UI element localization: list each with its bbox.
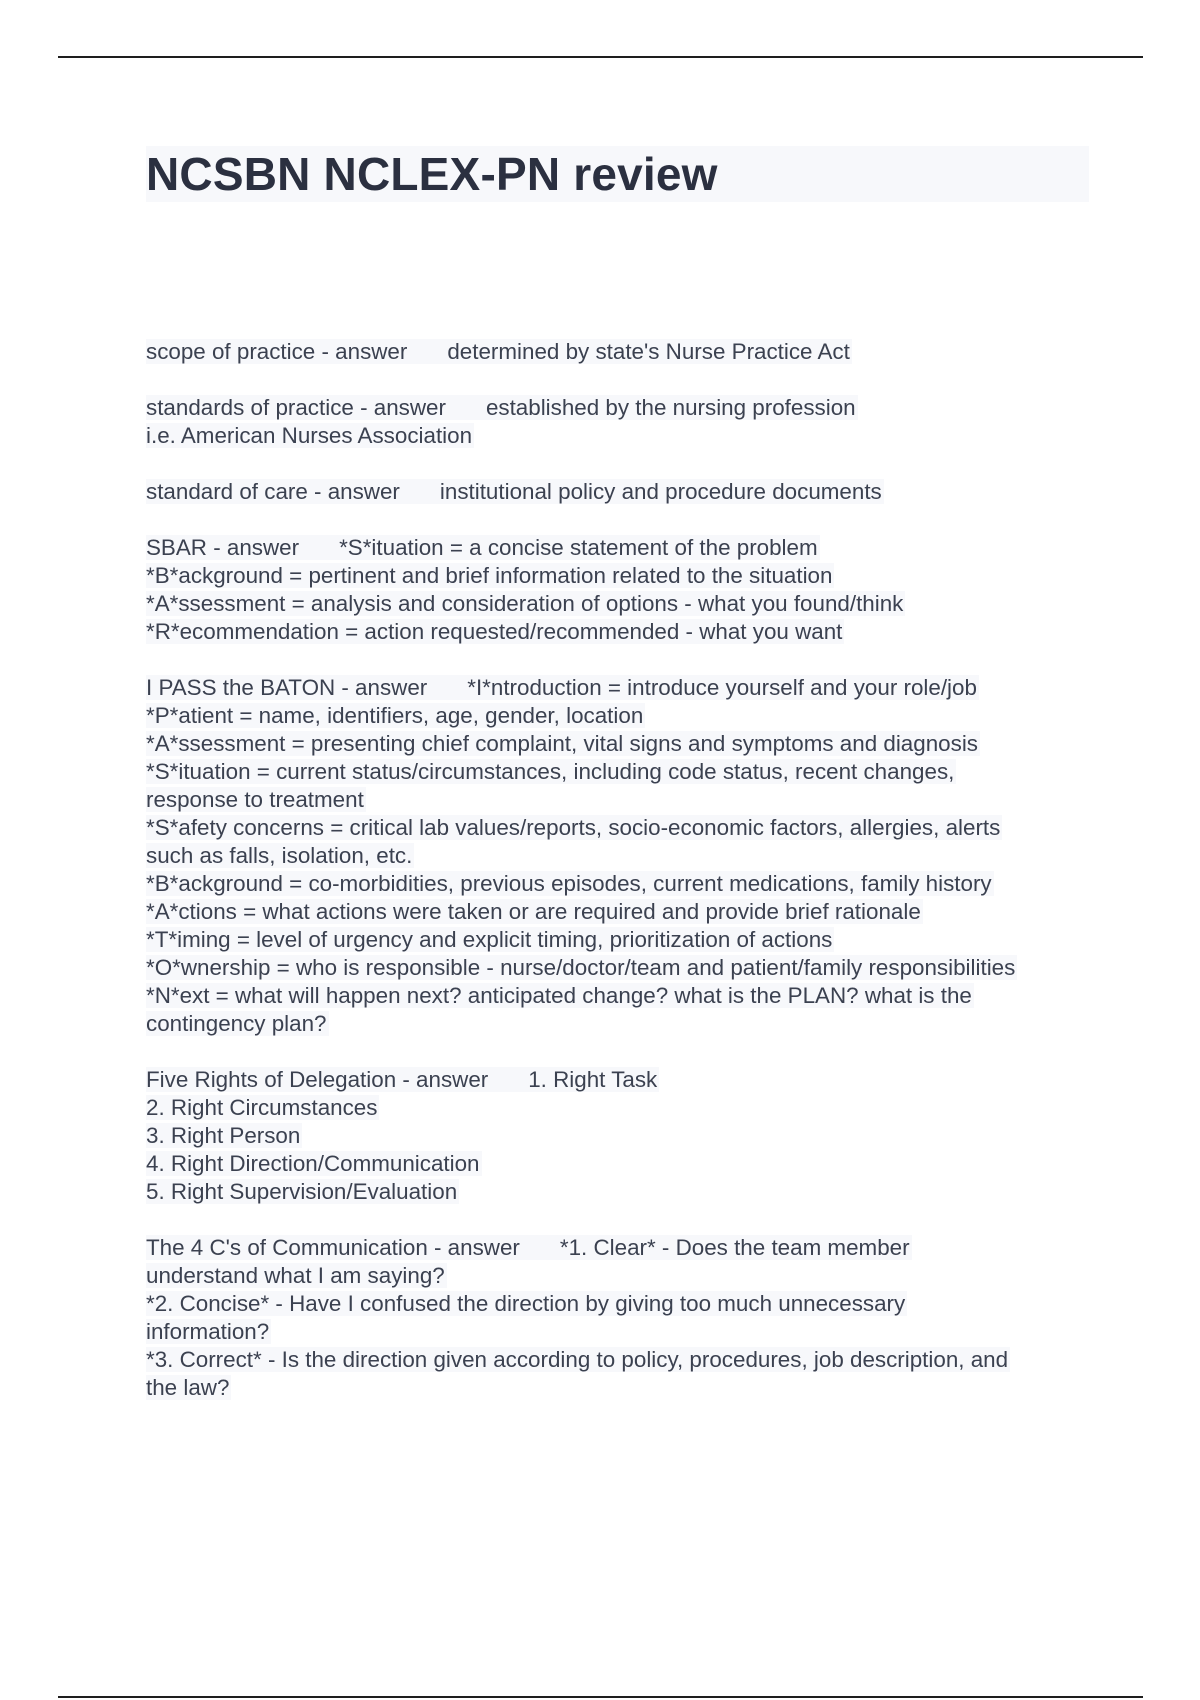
entry-answer-line: *O*wnership = who is responsible - nurse/doctor/team and patient/family responsibilities (146, 955, 1016, 980)
entry-line (146, 1150, 1106, 1178)
entry-answer-line: *N*ext = what will happen next? anticipated change? what is the PLAN? what is the (146, 983, 972, 1008)
entry-line (146, 1318, 1106, 1346)
entry-answer-line: understand what I am saying? (146, 1263, 445, 1288)
entry-first-line (146, 338, 1106, 366)
entry-line (146, 814, 1106, 842)
entry-line (146, 1178, 1106, 1206)
entry-first-line (146, 394, 1106, 422)
title-block (146, 146, 1089, 202)
entry-answer-line: *R*ecommendation = action requested/recommended - what you want (146, 619, 843, 644)
flashcard-entry-five-rights-of-delegation (146, 1066, 1106, 1206)
entry-answer-line: determined by state's Nurse Practice Act (447, 339, 850, 364)
entry-answer-line: response to treatment (146, 787, 364, 812)
entry-line (146, 954, 1106, 982)
entry-term: Five Rights of Delegation - answer (146, 1067, 489, 1092)
entry-first-line (146, 674, 1106, 702)
entry-answer-line: 2. Right Circumstances (146, 1095, 378, 1120)
flashcard-entry-4-cs-of-communication (146, 1234, 1106, 1402)
entry-answer-line: *B*ackground = pertinent and brief information related to the situation (146, 563, 833, 588)
entry-answer-line: *3. Correct* - Is the direction given according to policy, procedures, job description, and (146, 1347, 1009, 1372)
flashcard-entry-scope-of-practice (146, 338, 1106, 366)
entry-term: The 4 C's of Communication - answer (146, 1235, 520, 1260)
entry-answer-line: *P*atient = name, identifiers, age, gender, location (146, 703, 644, 728)
flashcard-entry-standards-of-practice (146, 394, 1106, 450)
top-rule (58, 56, 1143, 58)
entry-line (146, 618, 1106, 646)
entry-answer-line: *S*afety concerns = critical lab values/reports, socio-economic factors, allergies, alerts (146, 815, 1001, 840)
entry-answer-line: contingency plan? (146, 1011, 327, 1036)
entry-line (146, 926, 1106, 954)
entry-line (146, 1262, 1106, 1290)
entry-line (146, 422, 1106, 450)
entry-answer-line: *2. Concise* - Have I confused the direction by giving too much unnecessary (146, 1291, 906, 1316)
entry-answer-line: 3. Right Person (146, 1123, 301, 1148)
entry-line (146, 1094, 1106, 1122)
entry-answer-line: 1. Right Task (528, 1067, 658, 1092)
entry-answer-line: *S*ituation = current status/circumstances, including code status, recent changes, (146, 759, 955, 784)
entry-line (146, 1290, 1106, 1318)
entry-answer-line: *T*iming = level of urgency and explicit timing, prioritization of actions (146, 927, 833, 952)
entry-line (146, 590, 1106, 618)
entry-line (146, 1374, 1106, 1402)
entry-first-line (146, 1066, 1106, 1094)
entry-line (146, 730, 1106, 758)
entry-line (146, 898, 1106, 926)
entry-answer-line: *A*ctions = what actions were taken or are required and provide brief rationale (146, 899, 921, 924)
entry-first-line (146, 534, 1106, 562)
entry-term: I PASS the BATON - answer (146, 675, 428, 700)
entry-answer-line: *1. Clear* - Does the team member (559, 1235, 910, 1260)
entry-answer-line: *A*ssessment = presenting chief complaint, vital signs and symptoms and diagnosis (146, 731, 978, 756)
flashcard-entry-sbar (146, 534, 1106, 646)
entry-term: SBAR - answer (146, 535, 300, 560)
flashcard-entry-i-pass-the-baton (146, 674, 1106, 1038)
flashcard-list (146, 338, 1106, 1430)
entry-first-line (146, 1234, 1106, 1262)
entry-answer-line: *B*ackground = co-morbidities, previous episodes, current medications, family history (146, 871, 992, 896)
entry-answer-line: *I*ntroduction = introduce yourself and your role/job (467, 675, 977, 700)
entry-line (146, 1346, 1106, 1374)
entry-answer-line: *A*ssessment = analysis and consideration of options - what you found/think (146, 591, 904, 616)
entry-line (146, 1122, 1106, 1150)
bottom-rule (58, 1696, 1143, 1698)
entry-answer-line: the law? (146, 1375, 230, 1400)
entry-line (146, 562, 1106, 590)
entry-answer-line: 5. Right Supervision/Evaluation (146, 1179, 458, 1204)
entry-answer-line: information? (146, 1319, 270, 1344)
entry-line (146, 1010, 1106, 1038)
entry-term: standards of practice - answer (146, 395, 446, 420)
entry-answer-line: institutional policy and procedure documents (439, 479, 882, 504)
entry-answer-line: such as falls, isolation, etc. (146, 843, 413, 868)
entry-line (146, 842, 1106, 870)
entry-line (146, 758, 1106, 786)
entry-term: standard of care - answer (146, 479, 400, 504)
entry-first-line (146, 478, 1106, 506)
entry-answer-line: 4. Right Direction/Communication (146, 1151, 480, 1176)
entry-term: scope of practice - answer (146, 339, 408, 364)
flashcard-entry-standard-of-care (146, 478, 1106, 506)
entry-answer-line: established by the nursing profession (485, 395, 856, 420)
entry-line (146, 982, 1106, 1010)
entry-line (146, 786, 1106, 814)
entry-line (146, 870, 1106, 898)
entry-line (146, 702, 1106, 730)
entry-answer-line: i.e. American Nurses Association (146, 423, 473, 448)
document-title: NCSBN NCLEX-PN review (146, 148, 718, 200)
entry-answer-line: *S*ituation = a concise statement of the problem (339, 535, 818, 560)
